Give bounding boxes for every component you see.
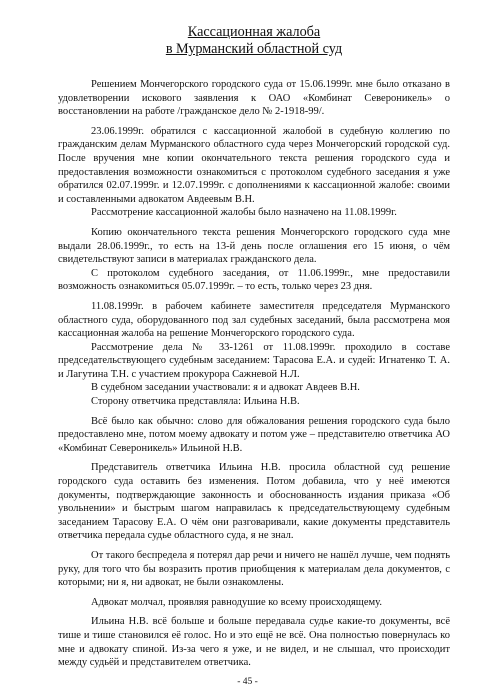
paragraph: Адвокат молчал, проявляя равнодушие ко всему происходящему.: [91, 596, 382, 608]
page-number: - 45 -: [237, 677, 258, 687]
paragraph: Всё было как обычно: слово для обжалования решения городского суда было предоставлено мне, потом моему адвокату и потом уже – представителю ответчика АО «Комбинат Североникель» Ильиной Н.В.: [58, 415, 450, 454]
paragraph: 11.08.1999г. в рабочем кабинете заместителя председателя Мурманского областного суда, оборудованного под зал судебных заседаний, была рассмотрена моя кассационная жалоба на решение Мончегорского городского суда.: [58, 300, 450, 340]
paragraph: Сторону ответчика представляла: Ильина Н.В.: [91, 396, 300, 408]
paragraph: Копию окончательного текста решения Мончегорского городского суда мне выдали 28.06.1999г., то есть на 13-й день после оглашения его 15 июня, о чём свидетельствуют записи в материалах гражданского дела.: [58, 226, 450, 266]
paragraph: От такого беспредела я потерял дар речи и ничего не нашёл лучше, чем поднять руку, для того что бы возразить против приобщения к материалам дела документов, с которыми; ни я, ни адвокат, не были ознакомлены.: [58, 550, 450, 589]
title-line-2: в Мурманский областной суд: [165, 41, 343, 57]
document-body: [58, 78, 450, 670]
title-line-1: Кассационная жалоба: [187, 24, 321, 40]
paragraph: 23.06.1999г. обратился с кассационной жалобой в судебную коллегию по гражданским делам Мурманского областного суда через Мончегорский городской суд. После вручения мне копии окончательного текста решения городского суда и предоставления возможности ознакомиться с протоколом судебного заседания я уже обратился 02.07.1999г. и 12.07.1999г. с дополнениями к кассационной жалобе: своими и составленными адвокатом Авдеевым В.Н.: [58, 125, 450, 205]
paragraph: С протоколом судебного заседания, от 11.06.1999г., мне предоставили возможность ознакомиться 05.07.1999г. – то есть, только через 23 дня.: [58, 267, 450, 293]
paragraph: Ильина Н.В. всё больше и больше передавала судье какие-то документы, всё тише и тише становился её голос. Но и это ещё не всё. Она полностью повернулась ко мне и адвокату спиной. Из-за чего я уже, и не видел, и не слышал, что происходит между судьёй и представителем ответчика.: [58, 616, 450, 669]
paragraph: Рассмотрение дела № 33-1261 от 11.08.1999г. проходило в составе председательствующего судебным заседанием: Тарасова Е.А. и судей: Игнатенко Т. А. и Лагутина Т.Н. с участием прокурора Сажневой Н.Л.: [58, 341, 450, 380]
document-title: [58, 24, 450, 58]
paragraph: В судебном заседании участвовали: я и адвокат Авдеев В.Н.: [91, 382, 360, 394]
paragraph: Представитель ответчика Ильина Н.В. просила областной суд решение городского суда оставить без изменения. Потом добавила, что у неё имеются документы, подтверждающие законность и обоснованность издания приказа «Об увольнении» и быстрым шагом направилась к председательствующему судебным заседанием Тарасову Е.А. О чём они разговаривали, какие документы представитель ответчика передала судье областного суда, я не знал.: [58, 462, 450, 542]
paragraph: Решением Мончегорского городского суда от 15.06.1999г. мне было отказано в удовлетворении искового заявления к ОАО «Комбинат Североникель» о восстановлении на работе /гражданское дело № 2-1918-99/.: [58, 79, 450, 118]
paragraph: Рассмотрение кассационной жалобы было назначено на 11.08.1999г.: [91, 207, 397, 219]
